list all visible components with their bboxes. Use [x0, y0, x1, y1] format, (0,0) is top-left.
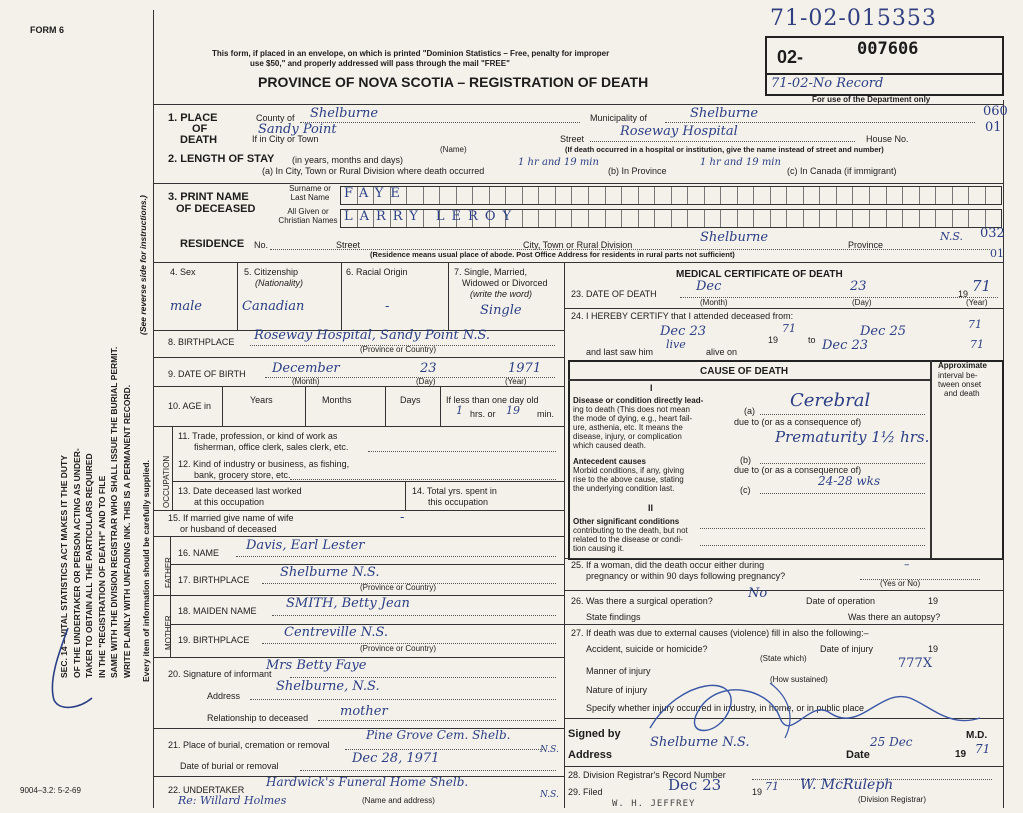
form-title: PROVINCE OF NOVA SCOTIA – REGISTRATION OF DEATH — [258, 74, 649, 90]
street-value: Roseway Hospital — [620, 124, 738, 139]
manner-value: 777X — [898, 656, 933, 671]
death-day-sub: (Day) — [852, 298, 872, 307]
findings-label: State findings — [586, 612, 641, 622]
department-use-label: For use of the Department only — [812, 95, 931, 104]
age-min-label: min. — [537, 409, 555, 419]
informant-value: Mrs Betty Faye — [266, 658, 367, 673]
alive-on-value: Dec 23 — [822, 338, 869, 353]
filed-label: 29. Filed — [568, 787, 603, 797]
given-names-label: All Given or Christian Names — [278, 207, 338, 225]
last-saw-value: live — [666, 338, 686, 351]
mother-birthplace-sub: (Province or Country) — [360, 644, 437, 653]
due-to-1-value: Prematurity 1½ hrs. — [775, 428, 930, 446]
marital-label2: Widowed or Divorced — [462, 278, 548, 288]
cause-title: CAUSE OF DEATH — [700, 366, 789, 377]
cause-a-value: Cerebral — [790, 390, 871, 411]
mother-birthplace-value: Centreville N.S. — [284, 625, 389, 640]
age-months-label: Months — [322, 395, 352, 405]
death-date-year: 71 — [972, 277, 992, 295]
print-name-label: 3. PRINT NAME — [168, 191, 249, 203]
supply-note: Every item of information should be carefully supplied. — [141, 460, 151, 682]
residence-province-label: Province — [848, 240, 884, 250]
certify-to-y: 71 — [968, 318, 982, 331]
operation-date-yr: 19 — [928, 596, 939, 606]
birthplace-label: 8. BIRTHPLACE — [168, 337, 235, 347]
relationship-label: Relationship to deceased — [207, 713, 309, 723]
disease-3: the mode of dying, e.g., heart fail- — [573, 414, 693, 423]
informant-address-label: Address — [207, 691, 241, 701]
signed-address-label: Address — [568, 749, 613, 761]
birthplace-sub: (Province or Country) — [360, 345, 437, 354]
place-of-death-label: 1. PLACE — [168, 112, 218, 124]
stay-b-value: 1 hr and 19 min — [700, 157, 781, 168]
mail-notice-line2: use $50," and properly addressed will pass through the mail "FREE" — [250, 59, 510, 68]
residence-no-label: No. — [254, 240, 269, 250]
place-of-label: OF — [192, 123, 208, 135]
pregnancy-label-b: pregnancy or within 90 days following pregnancy? — [586, 571, 786, 581]
antecedent-4: the underlying condition last. — [573, 484, 675, 493]
cause-b-label: (b) — [740, 455, 751, 465]
medical-certificate-title: MEDICAL CERTIFICATE OF DEATH — [676, 269, 843, 280]
reg-number: 007606 — [857, 39, 919, 59]
specify-label: Specify whether injury occurred in industry, in home, or in public place — [586, 703, 864, 713]
md-label: M.D. — [966, 730, 988, 741]
age-hrs-value: 1 — [456, 404, 463, 417]
filed-yr: 71 — [765, 780, 779, 793]
age-hrs-label: hrs. or — [470, 409, 496, 419]
mother-maiden-label: 18. MAIDEN NAME — [178, 606, 257, 616]
city-name-sublabel: (Name) — [440, 145, 467, 154]
municipality-value: Shelburne — [690, 106, 759, 121]
registrar-stamp: W. H. JEFFREY — [612, 799, 696, 809]
residence-province-value: N.S. — [940, 230, 964, 243]
approx-2: interval be- — [938, 371, 978, 380]
occ-11a: 11. Trade, profession, or kind of work as — [178, 431, 338, 441]
disease-5: disease, injury, or complication — [573, 432, 682, 441]
age-days-label: Days — [400, 395, 421, 405]
citizenship-sub: (Nationality) — [255, 278, 304, 288]
other-4: tion causing it. — [573, 544, 625, 553]
age-min-value: 19 — [506, 404, 520, 417]
length-of-stay-label: 2. LENGTH OF STAY — [168, 153, 275, 165]
father-name-value: Davis, Earl Lester — [246, 538, 365, 553]
handwritten-ref-number: 71-02-015353 — [770, 6, 937, 31]
occ-13a: 13. Date deceased last worked — [178, 486, 302, 496]
occ-12b: bank, grocery store, etc. — [194, 470, 291, 480]
occupation-side-label: OCCUPATION — [162, 455, 171, 508]
cause-c-label: (c) — [740, 485, 751, 495]
signed-yr: 71 — [975, 742, 991, 756]
registrar-sub: (Division Registrar) — [858, 795, 927, 804]
legal-text-block: SEC. 14 – VITAL STATISTICS ACT MAKES IT THE DUTY OF THE UNDERTAKER OR PERSON ACTING AS UNDER- TAKER TO OBTAIN ALL THE PARTICULARS REQUIRED IN THE "REGISTRATION OF DEATH" AND TO FILE SAME WITH THE DIVISION REGISTRAR WHO SHALL ISSUE THE BURIAL PERMIT. WRITE PLAINLY WITH UNFADING INK. THIS IS A PERMANENT RECORD. — [59, 346, 132, 678]
dob-day: 23 — [420, 361, 437, 376]
form-label: FORM 6 — [30, 25, 65, 35]
filed-yr-prefix: 19 — [752, 787, 763, 797]
length-of-stay-sub: (in years, months and days) — [292, 155, 404, 165]
part-i-label: I — [650, 383, 653, 393]
antecedent-3: rise to the above cause, stating — [573, 475, 684, 484]
other-3: related to the disease or condi- — [573, 535, 683, 544]
disease-2: ing to death (This does not mean — [573, 405, 690, 414]
residence-city-label: City, Town or Rural Division — [523, 240, 633, 250]
undertaker-value2: N.S. — [540, 790, 559, 800]
registration-box — [765, 36, 1004, 96]
father-birthplace-label: 17. BIRTHPLACE — [178, 575, 250, 585]
undertaker-value: Hardwick's Funeral Home Shelb. — [266, 775, 469, 789]
reg-handwritten: 71-02-No Record — [771, 76, 884, 91]
dob-label: 9. DATE OF BIRTH — [168, 369, 246, 379]
other-1: Other significant conditions — [573, 517, 680, 526]
approx-4: and death — [944, 389, 980, 398]
operation-date-label: Date of operation — [806, 596, 876, 606]
given-names-value: LARRY LEROY — [344, 209, 519, 224]
certify-label: 24. I HEREBY CERTIFY that I attended deceased from: — [571, 311, 794, 321]
spouse-label-b: or husband of deceased — [180, 524, 277, 534]
undertaker-sub: (Name and address) — [362, 796, 435, 805]
burial-date-value: Dec 28, 1971 — [352, 751, 440, 766]
approx-1: Approximate — [938, 361, 987, 370]
alive-on-label: alive on — [706, 347, 738, 357]
surname-value: FAYE — [344, 186, 407, 201]
hospital-note: (If death occurred in a hospital or institution, give the name instead of street and number) — [565, 145, 884, 154]
last-saw-label: and last saw him — [586, 347, 654, 357]
certify-from-yr: 19 — [768, 335, 779, 345]
due-to-2: due to (or as a consequence of) — [734, 465, 862, 475]
burial-label: 21. Place of burial, cremation or removal — [168, 740, 330, 750]
signed-by-label: Signed by — [568, 728, 621, 740]
stay-a-label: (a) In City, Town or Rural Division where death occurred — [262, 166, 485, 176]
dob-month-sub: (Month) — [292, 377, 320, 386]
occ-13b: at this occupation — [194, 497, 265, 507]
residence-street-label: Street — [336, 240, 361, 250]
residence-code1: 032 — [980, 226, 1005, 241]
sex-label: 4. Sex — [170, 267, 196, 277]
place-death-label: DEATH — [180, 134, 218, 146]
antecedent-2: Morbid conditions, if any, giving — [573, 466, 685, 475]
surgery-value: No — [748, 586, 768, 601]
city-value: Sandy Point — [258, 122, 337, 137]
occ-11b: fisherman, office clerk, sales clerk, etc. — [194, 442, 349, 452]
father-side-label: FATHER — [164, 557, 173, 588]
due-to-2-value: 24-28 wks — [818, 474, 881, 488]
death-date-month: Dec — [696, 279, 722, 294]
signed-date-value: 25 Dec — [870, 735, 913, 749]
stay-a-value: 1 hr and 19 min — [518, 157, 599, 168]
autopsy-label: Was there an autopsy? — [848, 612, 941, 622]
marital-label3: (write the word) — [470, 289, 533, 299]
racial-origin-value: - — [385, 299, 390, 314]
state-which-sub: (State which) — [760, 654, 807, 663]
certify-to: Dec 25 — [860, 324, 907, 339]
injury-date-yr: 19 — [928, 644, 939, 654]
signed-address-value: Shelburne N.S. — [650, 735, 750, 750]
dob-year: 1971 — [508, 361, 542, 376]
citizenship-value: Canadian — [242, 299, 305, 314]
county-label: County of — [256, 113, 295, 123]
relationship-value: mother — [340, 704, 388, 719]
footer-code: 9004–3.2: 5-2-69 — [20, 786, 81, 795]
accident-label: Accident, suicide or homicide? — [586, 644, 708, 654]
residence-label: RESIDENCE — [180, 238, 245, 250]
approx-3: tween onset — [938, 380, 982, 389]
mail-notice-line1: This form, if placed in an envelope, on which is printed "Dominion Statistics – Free, penalty for improper — [212, 49, 610, 58]
racial-origin-label: 6. Racial Origin — [346, 267, 408, 277]
in-city-label: If in City or Town — [252, 134, 319, 144]
father-birthplace-sub: (Province or Country) — [360, 583, 437, 592]
age-years-label: Years — [250, 395, 273, 405]
signed-date-label: Date — [846, 749, 870, 761]
dob-year-sub: (Year) — [505, 377, 527, 386]
physician-signature — [620, 668, 1000, 750]
cause-a-label: (a) — [744, 406, 755, 416]
of-deceased-label: OF DECEASED — [176, 203, 256, 215]
residence-code2: 01 — [990, 247, 1004, 260]
due-to-1: due to (or as a consequence of) — [734, 417, 862, 427]
mother-birthplace-label: 19. BIRTHPLACE — [178, 635, 250, 645]
death-year-sub: (Year) — [966, 298, 988, 307]
father-birthplace-value: Shelburne N.S. — [280, 565, 380, 580]
citizenship-label: 5. Citizenship — [244, 267, 299, 277]
nature-label: Nature of injury — [586, 685, 648, 695]
filed-value: Dec 23 — [668, 776, 722, 794]
municipality-code: 060 — [983, 104, 1008, 119]
certify-to-label: to — [808, 335, 816, 345]
stay-b-label: (b) In Province — [608, 166, 667, 176]
other-2: contributing to the death, but not — [573, 526, 688, 535]
informant-label: 20. Signature of informant — [168, 669, 272, 679]
dob-day-sub: (Day) — [416, 377, 436, 386]
informant-address-value: Shelburne, N.S. — [276, 679, 380, 694]
occ-12a: 12. Kind of industry or business, as fishing, — [178, 459, 350, 469]
house-no-label: House No. — [866, 134, 909, 144]
burial-value2: N.S. — [540, 745, 559, 755]
county-value: Shelburne — [310, 106, 379, 121]
margin-pen-mark — [40, 620, 100, 720]
reg-prefix: 02- — [777, 47, 804, 67]
undertaker-signature: Re: Willard Holmes — [178, 794, 287, 807]
disease-6: which caused death. — [573, 441, 646, 450]
external-cause-label: 27. If death was due to external causes (violence) fill in also the following:– — [571, 628, 869, 638]
death-date-yr-prefix: 19 — [958, 289, 969, 299]
record-number-label: 28. Division Registrar's Record Number — [568, 770, 726, 780]
death-date-day: 23 — [850, 279, 867, 294]
age-less-label: If less than one day old — [446, 395, 539, 405]
residence-note: (Residence means usual place of abode. Post Office Address for residents in rural parts not sufficient) — [370, 250, 735, 259]
burial-value: Pine Grove Cem. Shelb. — [366, 728, 511, 742]
manner-label: Manner of injury — [586, 666, 651, 676]
pregnancy-sub: (Yes or No) — [880, 579, 921, 588]
marital-label1: 7. Single, Married, — [454, 267, 528, 277]
age-label: 10. AGE in — [168, 401, 212, 411]
spouse-label-a: 15. If married give name of wife — [168, 513, 294, 523]
disease-1: Disease or condition directly lead- — [573, 396, 704, 405]
municipality-label: Municipality of — [590, 113, 648, 123]
occ-14b: this occupation — [428, 497, 489, 507]
surgery-label: 26. Was there a surgical operation? — [571, 596, 713, 606]
certify-from-y: 71 — [782, 322, 796, 335]
house-code: 01 — [985, 120, 1002, 135]
how-sustained-sub: (How sustained) — [770, 675, 828, 684]
marital-value: Single — [480, 303, 522, 318]
spouse-value: - — [400, 510, 405, 525]
surname-label: Surname or Last Name — [289, 184, 331, 202]
mother-maiden-value: SMITH, Betty Jean — [286, 596, 410, 611]
death-month-sub: (Month) — [700, 298, 728, 307]
disease-4: ure, asthenia, etc. It means the — [573, 423, 683, 432]
left-margin-line — [153, 10, 154, 808]
registrar-signature: W. McRuleph — [800, 777, 894, 793]
certify-from: Dec 23 — [660, 324, 707, 339]
alive-on-y: 71 — [970, 338, 984, 351]
father-name-label: 16. NAME — [178, 548, 220, 558]
surname-grid — [340, 186, 1002, 205]
death-date-label: 23. DATE OF DEATH — [571, 289, 657, 299]
burial-date-label: Date of burial or removal — [180, 761, 279, 771]
dob-month: December — [272, 361, 340, 376]
reverse-side-note: (See reverse side for instructions.) — [138, 195, 148, 335]
undertaker-label: 22. UNDERTAKER — [168, 785, 245, 795]
injury-date-label: Date of injury — [820, 644, 874, 654]
pregnancy-label-a: 25. If a woman, did the death occur either during — [571, 560, 765, 570]
street-label: Street — [560, 134, 585, 144]
stay-c-label: (c) In Canada (if immigrant) — [787, 166, 897, 176]
antecedent-1: Antecedent causes — [573, 457, 646, 466]
occ-14a: 14. Total yrs. spent in — [412, 486, 497, 496]
residence-city-value: Shelburne — [700, 230, 769, 245]
mother-side-label: MOTHER — [164, 615, 173, 650]
signed-yr-prefix: 19 — [955, 749, 967, 760]
part-ii-label: II — [648, 503, 654, 513]
birthplace-value: Roseway Hospital, Sandy Point N.S. — [254, 328, 491, 343]
sex-value: male — [170, 299, 202, 314]
